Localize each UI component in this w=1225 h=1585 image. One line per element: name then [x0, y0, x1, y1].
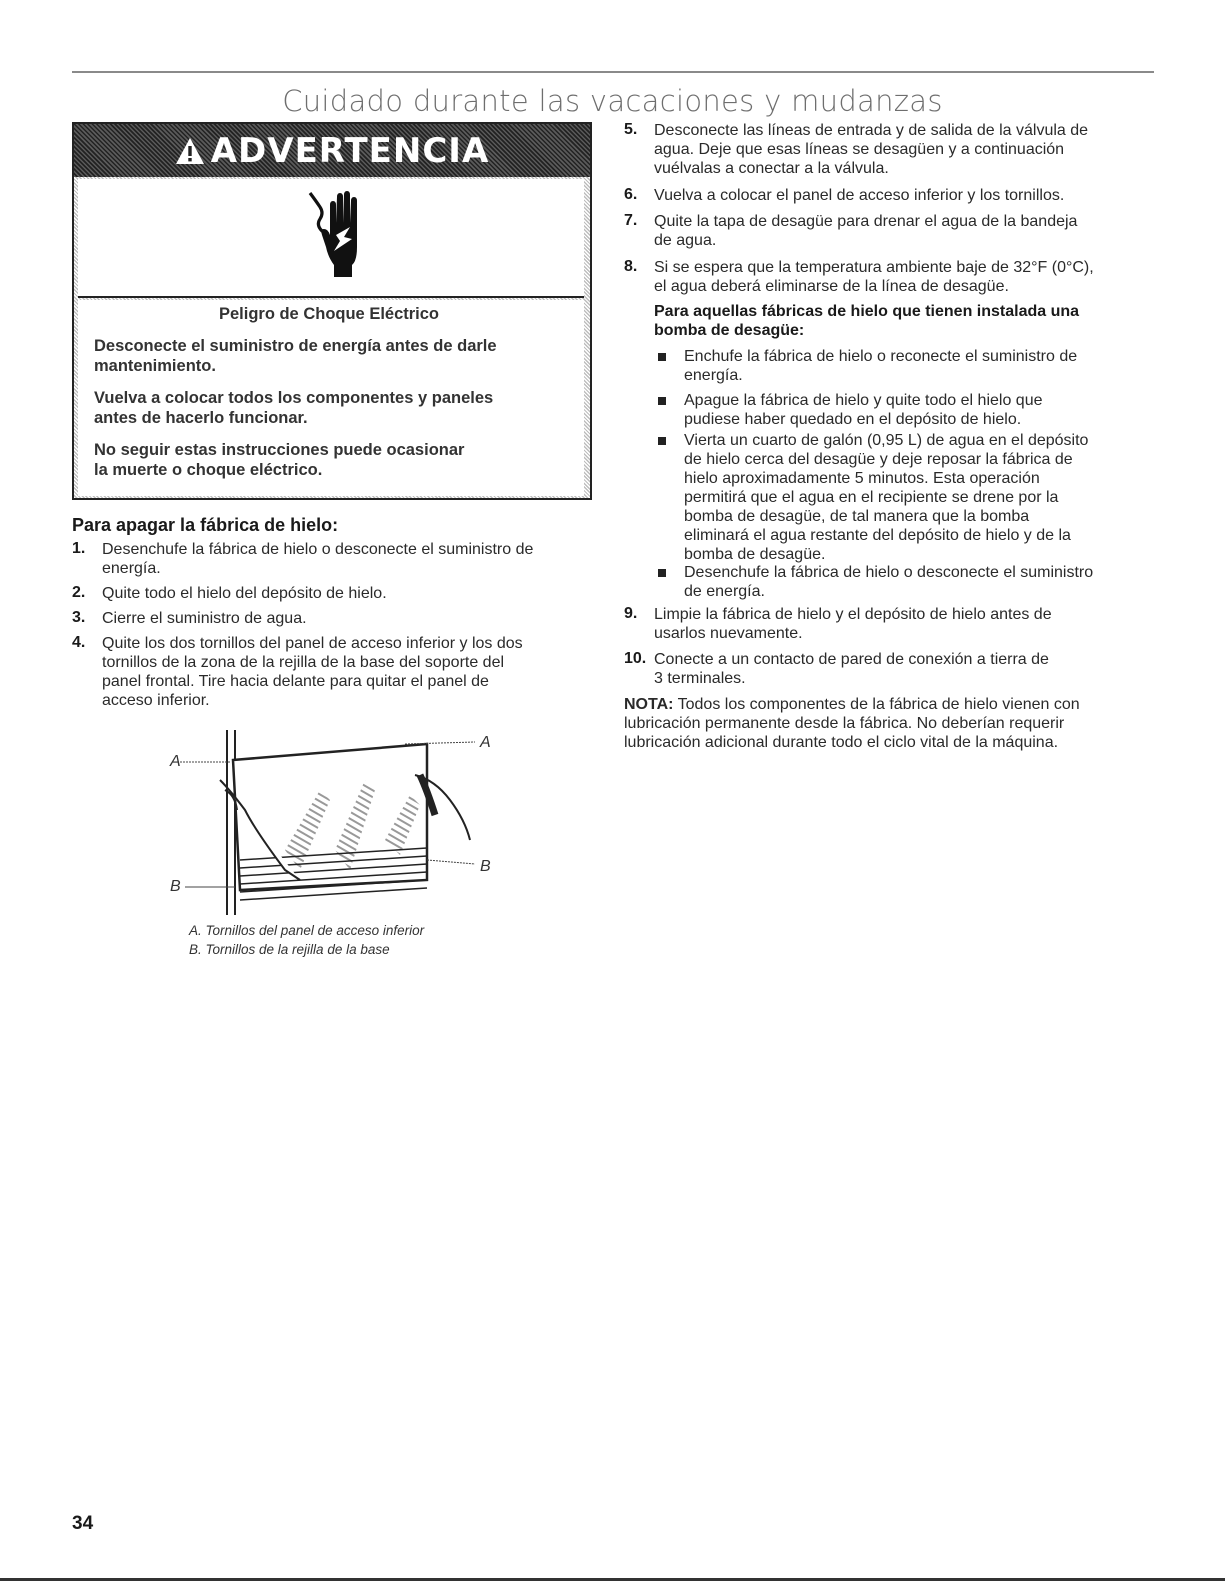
step-text: Desconecte las líneas de entrada y de salida de la válvula de [654, 122, 1089, 139]
step-text: Cierre el suministro de agua. [102, 610, 307, 627]
bullet-text: bomba de desagüe, de tal manera que la bomba [684, 508, 1030, 525]
warning-line: antes de hacerlo funcionar. [94, 409, 308, 427]
warning-subtitle: Peligro de Choque Eléctrico [218, 305, 440, 323]
warning-line: Desconecte el suministro de energía antes de darle [94, 337, 497, 355]
step-number: 6. [624, 186, 638, 203]
step-number: 10. [624, 650, 647, 667]
note-text: Todos los componentes de la fábrica de hielo vienen con [673, 696, 1080, 713]
section-heading: Para apagar la fábrica de hielo: [72, 515, 339, 535]
figure-label-b: B [480, 858, 491, 875]
step-text: vuélvalas a conectar a la válvula. [654, 160, 889, 177]
note-line [624, 695, 1080, 714]
page-title: Cuidado durante las vacaciones y mudanzas [282, 84, 943, 118]
note-label: NOTA: [624, 696, 674, 713]
step-text: Limpie la fábrica de hielo y el depósito de hielo antes de [654, 606, 1052, 623]
step-text: energía. [102, 560, 161, 577]
bullet-text: energía. [684, 367, 743, 384]
step-text: Quite los dos tornillos del panel de acceso inferior y los dos [102, 635, 523, 652]
figure-caption: B. Tornillos de la rejilla de la base [189, 942, 390, 957]
step-number: 5. [624, 121, 638, 138]
step-text: Conecte a un contacto de pared de conexión a tierra de [654, 651, 1049, 668]
step-number: 9. [624, 605, 638, 622]
page-number: 34 [72, 1513, 94, 1534]
step-text: Vuelva a colocar el panel de acceso inferior y los tornillos. [654, 187, 1065, 204]
top-rule [72, 71, 1154, 73]
warning-line: No seguir estas instrucciones puede ocasionar [94, 441, 465, 459]
bullet-marker [658, 353, 666, 361]
pump-heading: bomba de desagüe: [654, 322, 805, 339]
step-number: 7. [624, 212, 638, 229]
warning-line: la muerte o choque eléctrico. [94, 461, 323, 479]
pump-heading: Para aquellas fábricas de hielo que tienen instalada una [654, 303, 1080, 320]
step-text: panel frontal. Tire hacia delante para quitar el panel de [102, 673, 489, 690]
step-text: Quite todo el hielo del depósito de hielo. [102, 585, 387, 602]
bullet-text: Desenchufe la fábrica de hielo o desconecte el suministro [684, 564, 1094, 581]
note-line: lubricación permanente desde la fábrica. No deberían requerir [624, 715, 1065, 732]
access-panel-illustration [165, 720, 505, 920]
figure-label-b: B [170, 878, 181, 895]
note-line: lubricación adicional durante todo el ciclo vital de la máquina. [624, 734, 1059, 751]
step-text: acceso inferior. [102, 692, 210, 709]
electric-shock-hand-icon [306, 187, 372, 279]
step-number: 3. [72, 609, 86, 626]
bullet-text: Enchufe la fábrica de hielo o reconecte el suministro de [684, 348, 1078, 365]
bullet-text: bomba de desagüe. [684, 546, 826, 563]
warning-triangle-icon [175, 137, 205, 165]
warning-line: Vuelva a colocar todos los componentes y paneles [94, 389, 494, 407]
bullet-text: Vierta un cuarto de galón (0,95 L) de agua en el depósito [684, 432, 1089, 449]
bullet-text: de hielo cerca del desagüe y deje reposar la fábrica de [684, 451, 1073, 468]
step-text: usarlos nuevamente. [654, 625, 803, 642]
bullet-text: Apague la fábrica de hielo y quite todo el hielo que [684, 392, 1043, 409]
bullet-marker [658, 397, 666, 405]
warning-icon-panel [78, 179, 584, 298]
figure-label-a: A [480, 734, 491, 751]
step-text: agua. Deje que esas líneas se desagüen y a continuación [654, 141, 1065, 158]
step-number: 8. [624, 258, 638, 275]
step-text: Desenchufe la fábrica de hielo o desconecte el suministro de [102, 541, 534, 558]
warning-title: ADVERTENCIA [210, 130, 490, 171]
step-number: 4. [72, 634, 86, 651]
bullet-text: pudiese haber quedado en el depósito de hielo. [684, 411, 1022, 428]
figure-label-a: A [170, 753, 181, 770]
bullet-text: hielo aproximadamente 5 minutos. Esta operación [684, 470, 1040, 487]
bullet-marker [658, 437, 666, 445]
step-text: tornillos de la zona de la rejilla de la base del soporte del [102, 654, 505, 671]
step-text: el agua deberá eliminarse de la línea de desagüe. [654, 278, 1009, 295]
step-text: Quite la tapa de desagüe para drenar el agua de la bandeja [654, 213, 1078, 230]
step-text: Si se espera que la temperatura ambiente baje de 32°F (0°C), [654, 259, 1094, 276]
warning-header [74, 124, 590, 177]
bottom-rule [0, 1578, 1225, 1581]
bullet-text: de energía. [684, 583, 765, 600]
step-number: 1. [72, 540, 86, 557]
bullet-text: eliminará el agua restante del depósito de hielo y de la [684, 527, 1071, 544]
figure-caption: A. Tornillos del panel de acceso inferior [189, 923, 425, 938]
bullet-marker [658, 569, 666, 577]
step-number: 2. [72, 584, 86, 601]
bullet-text: permitirá que el agua en el recipiente se drene por la [684, 489, 1059, 506]
step-text: 3 terminales. [654, 670, 746, 687]
warning-line: mantenimiento. [94, 357, 216, 375]
step-text: de agua. [654, 232, 717, 249]
